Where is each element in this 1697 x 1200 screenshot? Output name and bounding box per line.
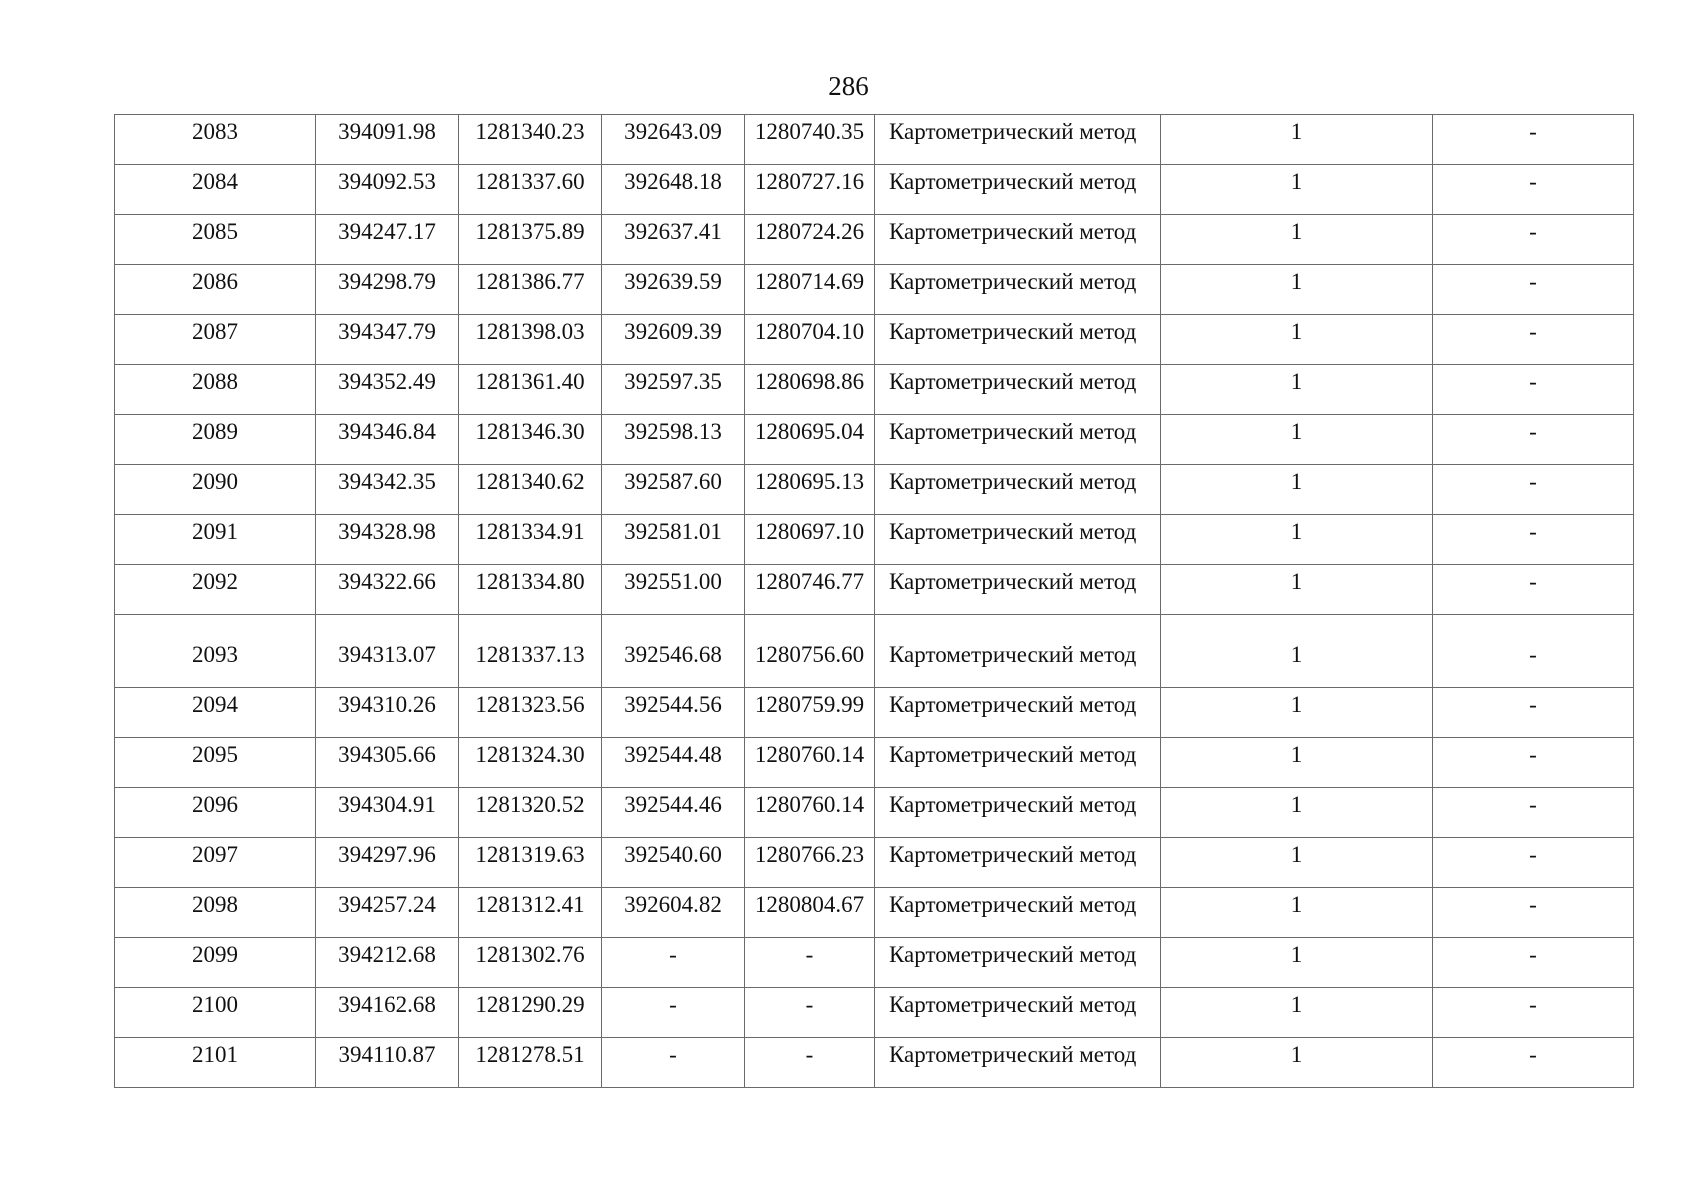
- table-row: [115, 365, 1634, 415]
- accuracy-cell: 1: [1161, 465, 1433, 515]
- y-old-coordinate-cell: 1280704.10: [745, 315, 875, 365]
- method-cell: Картометрический метод: [875, 615, 1161, 688]
- y-old-coordinate-cell: 1280697.10: [745, 515, 875, 565]
- note-cell: -: [1433, 465, 1634, 515]
- point-number-cell: 2094: [115, 688, 316, 738]
- note-cell: -: [1433, 415, 1634, 465]
- method-cell: Картометрический метод: [875, 788, 1161, 838]
- accuracy-cell: 1: [1161, 788, 1433, 838]
- x-old-coordinate-cell: 392544.48: [602, 738, 745, 788]
- point-number-cell: 2090: [115, 465, 316, 515]
- y-old-coordinate-cell: -: [745, 1038, 875, 1088]
- y-old-coordinate-cell: 1280759.99: [745, 688, 875, 738]
- accuracy-cell: 1: [1161, 888, 1433, 938]
- note-cell: -: [1433, 738, 1634, 788]
- x-coordinate-cell: 394162.68: [316, 988, 459, 1038]
- x-coordinate-cell: 394346.84: [316, 415, 459, 465]
- method-cell: Картометрический метод: [875, 315, 1161, 365]
- table-row: [115, 938, 1634, 988]
- note-cell: -: [1433, 988, 1634, 1038]
- y-old-coordinate-cell: -: [745, 988, 875, 1038]
- note-cell: -: [1433, 788, 1634, 838]
- accuracy-cell: 1: [1161, 215, 1433, 265]
- method-cell: Картометрический метод: [875, 565, 1161, 615]
- x-coordinate-cell: 394091.98: [316, 115, 459, 165]
- point-number-cell: 2099: [115, 938, 316, 988]
- note-cell: -: [1433, 888, 1634, 938]
- y-old-coordinate-cell: 1280804.67: [745, 888, 875, 938]
- x-old-coordinate-cell: 392540.60: [602, 838, 745, 888]
- accuracy-cell: 1: [1161, 938, 1433, 988]
- y-coordinate-cell: 1281324.30: [459, 738, 602, 788]
- accuracy-cell: 1: [1161, 738, 1433, 788]
- accuracy-cell: 1: [1161, 688, 1433, 738]
- y-coordinate-cell: 1281337.60: [459, 165, 602, 215]
- x-coordinate-cell: 394347.79: [316, 315, 459, 365]
- x-coordinate-cell: 394310.26: [316, 688, 459, 738]
- method-cell: Картометрический метод: [875, 165, 1161, 215]
- note-cell: -: [1433, 615, 1634, 688]
- note-cell: -: [1433, 365, 1634, 415]
- y-coordinate-cell: 1281278.51: [459, 1038, 602, 1088]
- note-cell: -: [1433, 838, 1634, 888]
- point-number-cell: 2084: [115, 165, 316, 215]
- y-coordinate-cell: 1281386.77: [459, 265, 602, 315]
- note-cell: -: [1433, 165, 1634, 215]
- table-row: [115, 115, 1634, 165]
- method-cell: Картометрический метод: [875, 115, 1161, 165]
- y-coordinate-cell: 1281319.63: [459, 838, 602, 888]
- y-old-coordinate-cell: 1280724.26: [745, 215, 875, 265]
- x-old-coordinate-cell: 392637.41: [602, 215, 745, 265]
- x-coordinate-cell: 394247.17: [316, 215, 459, 265]
- x-old-coordinate-cell: -: [602, 938, 745, 988]
- y-old-coordinate-cell: 1280698.86: [745, 365, 875, 415]
- y-old-coordinate-cell: 1280714.69: [745, 265, 875, 315]
- x-old-coordinate-cell: 392598.13: [602, 415, 745, 465]
- table-row: [115, 515, 1634, 565]
- point-number-cell: 2098: [115, 888, 316, 938]
- point-number-cell: 2100: [115, 988, 316, 1038]
- method-cell: Картометрический метод: [875, 988, 1161, 1038]
- method-cell: Картометрический метод: [875, 365, 1161, 415]
- y-coordinate-cell: 1281334.91: [459, 515, 602, 565]
- note-cell: -: [1433, 515, 1634, 565]
- note-cell: -: [1433, 215, 1634, 265]
- accuracy-cell: 1: [1161, 165, 1433, 215]
- x-coordinate-cell: 394297.96: [316, 838, 459, 888]
- x-coordinate-cell: 394212.68: [316, 938, 459, 988]
- point-number-cell: 2083: [115, 115, 316, 165]
- table-row: [115, 988, 1634, 1038]
- x-old-coordinate-cell: 392609.39: [602, 315, 745, 365]
- point-number-cell: 2089: [115, 415, 316, 465]
- x-old-coordinate-cell: 392597.35: [602, 365, 745, 415]
- point-number-cell: 2095: [115, 738, 316, 788]
- y-coordinate-cell: 1281334.80: [459, 565, 602, 615]
- y-old-coordinate-cell: 1280756.60: [745, 615, 875, 688]
- x-coordinate-cell: 394342.35: [316, 465, 459, 515]
- x-coordinate-cell: 394313.07: [316, 615, 459, 688]
- point-number-cell: 2088: [115, 365, 316, 415]
- table-row: [115, 565, 1634, 615]
- note-cell: -: [1433, 688, 1634, 738]
- table-row: [115, 615, 1634, 688]
- method-cell: Картометрический метод: [875, 938, 1161, 988]
- x-old-coordinate-cell: 392581.01: [602, 515, 745, 565]
- method-cell: Картометрический метод: [875, 738, 1161, 788]
- x-coordinate-cell: 394305.66: [316, 738, 459, 788]
- y-coordinate-cell: 1281302.76: [459, 938, 602, 988]
- x-coordinate-cell: 394257.24: [316, 888, 459, 938]
- note-cell: -: [1433, 265, 1634, 315]
- point-number-cell: 2092: [115, 565, 316, 615]
- y-coordinate-cell: 1281320.52: [459, 788, 602, 838]
- table-row: [115, 165, 1634, 215]
- x-old-coordinate-cell: -: [602, 988, 745, 1038]
- point-number-cell: 2097: [115, 838, 316, 888]
- y-old-coordinate-cell: 1280746.77: [745, 565, 875, 615]
- accuracy-cell: 1: [1161, 315, 1433, 365]
- point-number-cell: 2086: [115, 265, 316, 315]
- table-row: [115, 415, 1634, 465]
- y-coordinate-cell: 1281340.62: [459, 465, 602, 515]
- y-coordinate-cell: 1281375.89: [459, 215, 602, 265]
- y-old-coordinate-cell: 1280760.14: [745, 738, 875, 788]
- y-coordinate-cell: 1281290.29: [459, 988, 602, 1038]
- accuracy-cell: 1: [1161, 115, 1433, 165]
- method-cell: Картометрический метод: [875, 838, 1161, 888]
- x-old-coordinate-cell: 392648.18: [602, 165, 745, 215]
- note-cell: -: [1433, 938, 1634, 988]
- method-cell: Картометрический метод: [875, 688, 1161, 738]
- point-number-cell: 2101: [115, 1038, 316, 1088]
- note-cell: -: [1433, 565, 1634, 615]
- y-old-coordinate-cell: 1280695.04: [745, 415, 875, 465]
- y-old-coordinate-cell: 1280695.13: [745, 465, 875, 515]
- point-number-cell: 2091: [115, 515, 316, 565]
- x-old-coordinate-cell: 392544.46: [602, 788, 745, 838]
- x-old-coordinate-cell: 392604.82: [602, 888, 745, 938]
- accuracy-cell: 1: [1161, 265, 1433, 315]
- accuracy-cell: 1: [1161, 615, 1433, 688]
- y-old-coordinate-cell: 1280727.16: [745, 165, 875, 215]
- y-old-coordinate-cell: 1280760.14: [745, 788, 875, 838]
- x-old-coordinate-cell: 392544.56: [602, 688, 745, 738]
- method-cell: Картометрический метод: [875, 888, 1161, 938]
- table-row: [115, 738, 1634, 788]
- note-cell: -: [1433, 1038, 1634, 1088]
- y-coordinate-cell: 1281340.23: [459, 115, 602, 165]
- table-row: [115, 888, 1634, 938]
- page-number: 286: [828, 71, 869, 101]
- y-coordinate-cell: 1281361.40: [459, 365, 602, 415]
- table-row: [115, 688, 1634, 738]
- accuracy-cell: 1: [1161, 1038, 1433, 1088]
- point-number-cell: 2093: [115, 615, 316, 688]
- x-coordinate-cell: 394352.49: [316, 365, 459, 415]
- y-coordinate-cell: 1281346.30: [459, 415, 602, 465]
- table-row: [115, 838, 1634, 888]
- x-old-coordinate-cell: 392551.00: [602, 565, 745, 615]
- y-old-coordinate-cell: 1280766.23: [745, 838, 875, 888]
- accuracy-cell: 1: [1161, 515, 1433, 565]
- y-old-coordinate-cell: 1280740.35: [745, 115, 875, 165]
- x-coordinate-cell: 394304.91: [316, 788, 459, 838]
- table-row: [115, 315, 1634, 365]
- method-cell: Картометрический метод: [875, 515, 1161, 565]
- x-coordinate-cell: 394328.98: [316, 515, 459, 565]
- method-cell: Картометрический метод: [875, 465, 1161, 515]
- x-old-coordinate-cell: -: [602, 1038, 745, 1088]
- x-coordinate-cell: 394110.87: [316, 1038, 459, 1088]
- method-cell: Картометрический метод: [875, 265, 1161, 315]
- point-number-cell: 2085: [115, 215, 316, 265]
- accuracy-cell: 1: [1161, 565, 1433, 615]
- point-number-cell: 2087: [115, 315, 316, 365]
- table-body: [115, 115, 1634, 1088]
- table-row: [115, 265, 1634, 315]
- x-coordinate-cell: 394322.66: [316, 565, 459, 615]
- y-coordinate-cell: 1281398.03: [459, 315, 602, 365]
- y-coordinate-cell: 1281337.13: [459, 615, 602, 688]
- accuracy-cell: 1: [1161, 838, 1433, 888]
- x-coordinate-cell: 394298.79: [316, 265, 459, 315]
- x-old-coordinate-cell: 392643.09: [602, 115, 745, 165]
- table-row: [115, 788, 1634, 838]
- coordinates-table: [114, 114, 1634, 1088]
- table-row: [115, 465, 1634, 515]
- note-cell: -: [1433, 315, 1634, 365]
- method-cell: Картометрический метод: [875, 415, 1161, 465]
- table-row: [115, 215, 1634, 265]
- y-coordinate-cell: 1281323.56: [459, 688, 602, 738]
- y-coordinate-cell: 1281312.41: [459, 888, 602, 938]
- y-old-coordinate-cell: -: [745, 938, 875, 988]
- point-number-cell: 2096: [115, 788, 316, 838]
- method-cell: Картометрический метод: [875, 215, 1161, 265]
- x-old-coordinate-cell: 392639.59: [602, 265, 745, 315]
- method-cell: Картометрический метод: [875, 1038, 1161, 1088]
- accuracy-cell: 1: [1161, 365, 1433, 415]
- x-coordinate-cell: 394092.53: [316, 165, 459, 215]
- note-cell: -: [1433, 115, 1634, 165]
- accuracy-cell: 1: [1161, 415, 1433, 465]
- accuracy-cell: 1: [1161, 988, 1433, 1038]
- table-row: [115, 1038, 1634, 1088]
- x-old-coordinate-cell: 392587.60: [602, 465, 745, 515]
- x-old-coordinate-cell: 392546.68: [602, 615, 745, 688]
